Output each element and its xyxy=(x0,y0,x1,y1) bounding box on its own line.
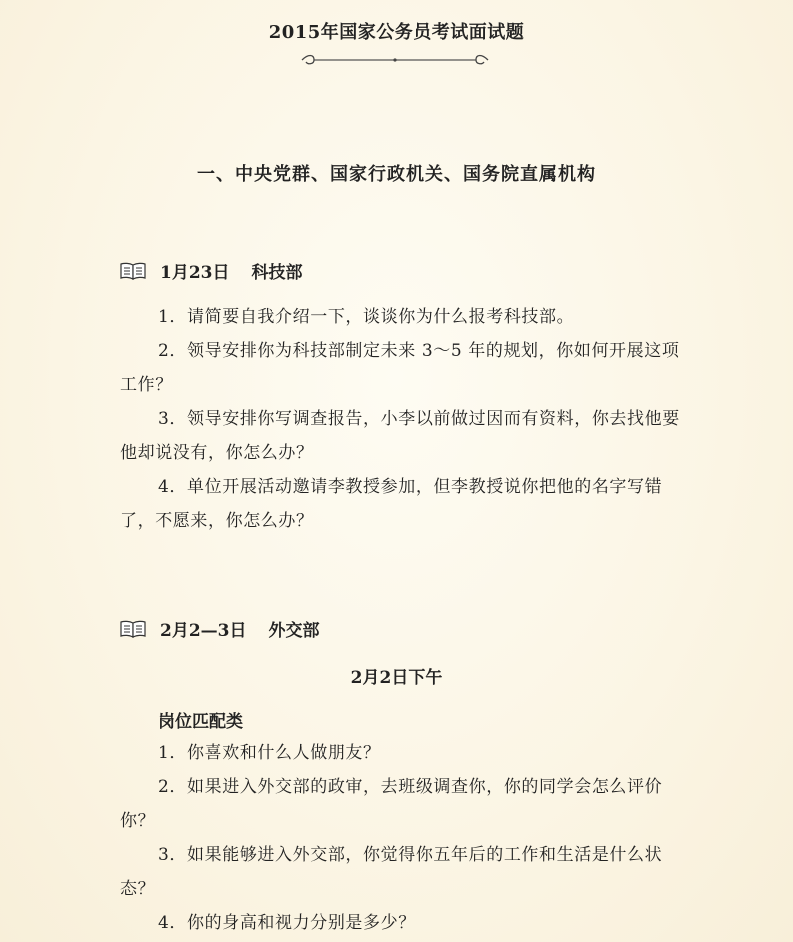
divider-ornament-icon xyxy=(300,53,490,67)
document-title: 2015年国家公务员考试面试题 xyxy=(268,22,525,43)
interview-date: 2月2—3日 xyxy=(160,621,247,641)
question-item: 3．如果能够进入外交部，你觉得你五年后的工作和生活是什么状态？ xyxy=(120,845,663,899)
open-book-icon xyxy=(120,262,146,280)
category-heading: 岗位匹配类 xyxy=(158,712,243,732)
department-name: 科技部 xyxy=(251,263,303,283)
question-item: 4．你的身高和视力分别是多少？ xyxy=(158,913,416,933)
question-item: 2．领导安排你为科技部制定未来 3～5 年的规划，你如何开展这项工作？ xyxy=(120,341,680,395)
question-item: 4．单位开展活动邀请李教授参加，但李教授说你把他的名字写错了，不愿来，你怎么办？ xyxy=(120,477,663,531)
open-book-icon xyxy=(120,620,146,638)
question-item: 1．你喜欢和什么人做朋友？ xyxy=(158,743,381,763)
session-heading: 2月2日下午 xyxy=(350,668,443,688)
date-heading xyxy=(120,616,320,641)
date-heading xyxy=(120,258,303,283)
question-item: 1．请简要自我介绍一下，谈谈你为什么报考科技部。 xyxy=(158,307,575,327)
department-name: 外交部 xyxy=(268,621,320,641)
interview-date: 1月23日 xyxy=(160,263,230,283)
question-item: 2．如果进入外交部的政审，去班级调查你，你的同学会怎么评价你？ xyxy=(120,777,663,831)
question-item: 3．领导安排你写调查报告，小李以前做过因而有资料，你去找他要他却说没有，你怎么办？ xyxy=(120,409,680,463)
section-heading: 一、中央党群、国家行政机关、国务院直属机构 xyxy=(197,164,596,185)
